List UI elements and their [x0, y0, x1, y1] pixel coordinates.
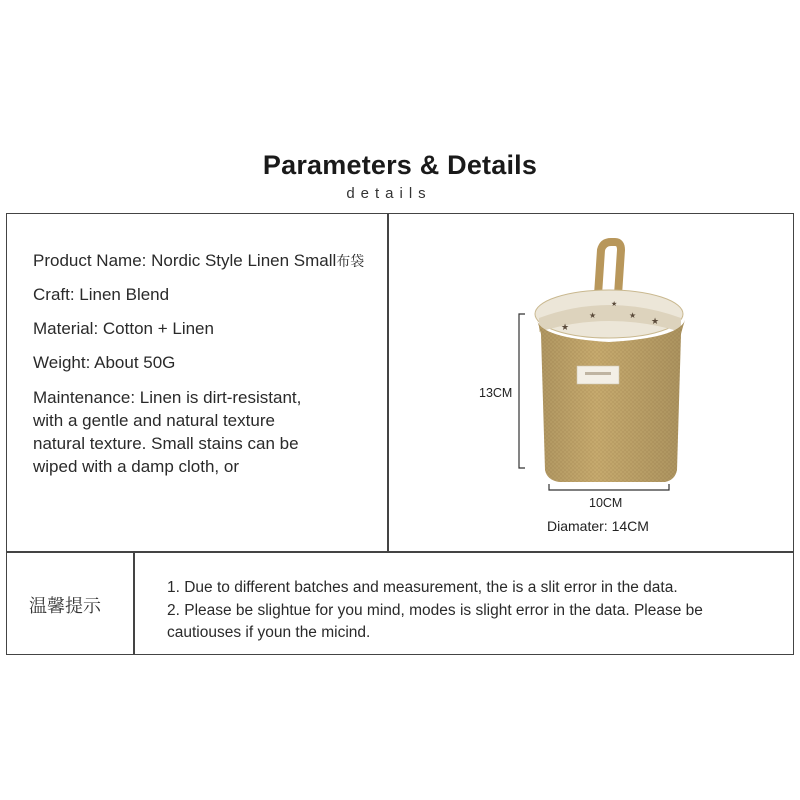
- craft-row: Craft: Linen Blend: [33, 285, 170, 304]
- page-title: Parameters & Details: [262, 150, 538, 180]
- svg-text:★: ★: [589, 311, 597, 320]
- page-subtitle: details: [346, 185, 432, 202]
- tips-note: 2. Please be slightue for you mind, modes is slight error in the data. Please be: [167, 601, 703, 619]
- table-divider-vertical-bottom: [133, 551, 135, 655]
- height-label: 13CM: [479, 386, 513, 400]
- tips-notes: [167, 577, 787, 645]
- weight-row: Weight: About 50G: [33, 353, 176, 372]
- tips-note: cautiouses if youn the micind.: [167, 624, 371, 641]
- details-table: [6, 213, 794, 655]
- diameter-label: Diamater: 14CM: [547, 518, 649, 534]
- product-name-cn: 布袋: [336, 253, 365, 269]
- tips-label: 温馨提示: [29, 596, 101, 616]
- product-name: Product Name: Nordic Style Linen Small: [33, 251, 337, 270]
- tips-note: 1. Due to different batches and measurement, the is a slit error in the data.: [167, 579, 678, 596]
- product-image-area: [389, 214, 793, 550]
- product-name-row: [33, 244, 378, 278]
- svg-text:★: ★: [561, 323, 570, 333]
- product-details: [33, 244, 378, 478]
- maintenance-line: Maintenance: Linen is dirt-resistant,: [33, 388, 302, 407]
- maintenance-line: natural texture. Small stains can be: [33, 434, 299, 453]
- svg-text:★: ★: [611, 300, 618, 308]
- table-divider-horizontal: [7, 551, 793, 553]
- width-dimension-bracket: [549, 484, 669, 490]
- svg-text:★: ★: [651, 317, 660, 327]
- material-row: Material: Cotton + Linen: [33, 319, 214, 338]
- height-dimension-bracket: [519, 314, 525, 468]
- width-label: 10CM: [589, 496, 623, 510]
- maintenance-line: with a gentle and natural texture: [33, 411, 275, 430]
- maintenance-text: [33, 386, 378, 478]
- maintenance-line: wiped with a damp cloth, or: [33, 457, 239, 476]
- svg-text:★: ★: [629, 311, 637, 320]
